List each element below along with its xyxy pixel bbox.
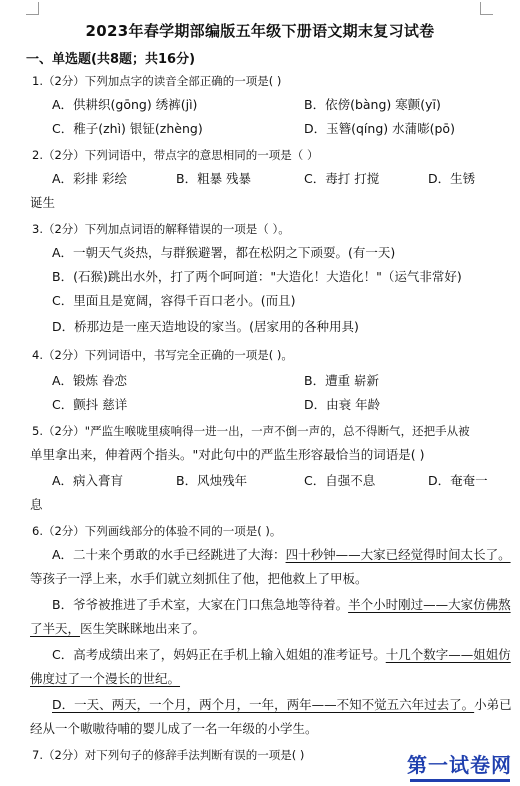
question-1-stem: 1.（2分）下列加点字的读音全部正确的一项是( )	[32, 74, 282, 88]
question-6-option-b-text-cont: 医生笑眯眯地出来了。	[80, 621, 206, 636]
question-3-option-b: B．(石猴)跳出水外，打了两个呵呵道："大造化！大造化！"（运气非常好)	[52, 269, 462, 284]
question-3-option-d: D．桥那边是一座天造地设的家当。(居家用的各种用具)	[52, 319, 359, 334]
question-6-option-c-underlined-cont: 佛度过了一个漫长的世纪。	[30, 671, 181, 686]
question-4-stem: 4.（2分）下列词语中，书写完全正确的一项是( )。	[32, 348, 293, 362]
question-6-option-b-text: B．爷爷被推进了手术室，大家在门口焦急地等待着。	[52, 597, 349, 612]
question-6-option-d-line-1	[52, 696, 512, 714]
question-6-option-a-line-2: 等孩子一浮上来，水手们就立刻抓住了他，把他救上了甲板。	[30, 571, 368, 586]
exam-title: 2023年春学期部编版五年级下册语文期末复习试卷	[85, 22, 435, 40]
question-2-continuation: 诞生	[30, 195, 56, 210]
question-1-option-d: D．玉簪(qíng) 水蒲嘭(pō)	[304, 121, 455, 136]
question-6-option-c-line-1	[52, 646, 511, 664]
site-watermark: 第一试卷网	[407, 753, 512, 777]
question-3-stem: 3.（2分）下列加点词语的解释错误的一项是（ ）。	[32, 222, 290, 236]
page-corner-mark-left	[26, 2, 39, 15]
question-6-option-a-line-1	[52, 546, 511, 564]
question-3-option-a: A．一朝天气炎热，与群猴避署，都在松阴之下顽耍。(有一天)	[52, 245, 396, 260]
question-3-option-c: C．里面且是宽阔，容得千百口老小。(而且)	[52, 293, 296, 308]
question-6-option-a-underlined: 四十秒钟——大家已经觉得时间太长了。	[285, 547, 511, 562]
question-6-option-c-underlined: 十几个数字——姐姐仿	[385, 647, 511, 662]
question-6-option-d-line-2: 经从一个嗷嗷待哺的婴儿成了一名一年级的小学生。	[30, 721, 318, 736]
question-6-option-d-underlined: D．一天、两天，一个月，两个月，一年，两年——不知不觉五六年过去了。	[52, 697, 475, 712]
question-2-option-b: B．粗暴 残暴	[176, 171, 252, 186]
question-6-option-c-text: C．高考成绩出来了，妈妈正在手机上输入姐姐的准考证号。	[52, 647, 386, 662]
question-6-option-b-underlined: 半个小时刚过——大家仿佛熬	[348, 597, 511, 612]
question-6-option-c-line-2	[30, 670, 180, 688]
section-heading: 一、单选题(共8题；共16分)	[26, 52, 196, 67]
question-2-option-d: D．生锈	[428, 171, 476, 186]
question-6-option-b-line-1	[52, 596, 511, 614]
question-6-stem: 6.（2分）下列画线部分的体验不同的一项是( )。	[32, 524, 282, 538]
question-1-option-b: B．依傍(bàng) 寒颤(yī)	[304, 97, 441, 112]
question-6-option-b-line-2	[30, 620, 205, 638]
question-6-option-d-text: 小弟已	[474, 697, 512, 712]
question-1-option-c: C．稚子(zhì) 银钲(zhèng)	[52, 121, 203, 136]
question-5-continuation: 息	[30, 497, 43, 512]
question-5-stem-line-1: 5.（2分）"严监生喉咙里痰响得一进一出，一声不倒一声的，总不得断气，还把手从被	[32, 424, 470, 438]
question-4-option-b: B．遭重 崭新	[304, 373, 380, 388]
question-5-option-a: A．病入膏肓	[52, 473, 124, 488]
question-6-option-a-text: A．二十来个勇敢的水手已经跳进了大海：	[52, 547, 286, 562]
question-6-option-b-underlined-cont: 了半天，	[30, 621, 81, 636]
question-7-stem: 7.（2分）对下列句子的修辞手法判断有误的一项是( )	[32, 748, 305, 762]
question-5-option-c: C．自强不息	[304, 473, 376, 488]
question-2-option-c: C．毒打 打搅	[304, 171, 380, 186]
question-4-option-a: A．锻炼 眷恋	[52, 373, 128, 388]
question-4-option-c: C．颤抖 慈详	[52, 397, 128, 412]
watermark-underline	[410, 779, 510, 782]
question-2-option-a: A．彩排 彩绘	[52, 171, 128, 186]
question-4-option-d: D．由衰 年龄	[304, 397, 381, 412]
question-5-stem-line-2: 单里拿出来，伸着两个指头。"对此句中的严监生形容最恰当的词语是( )	[30, 447, 425, 462]
question-1-option-a: A．供耕织(gōng) 绣裤(jì)	[52, 97, 198, 112]
page-corner-mark-right	[480, 2, 493, 15]
question-5-option-d: D．奄奄一	[428, 473, 488, 488]
question-5-option-b: B．风烛残年	[176, 473, 248, 488]
question-2-stem: 2.（2分）下列词语中，带点字的意思相同的一项是（ ）	[32, 148, 319, 162]
